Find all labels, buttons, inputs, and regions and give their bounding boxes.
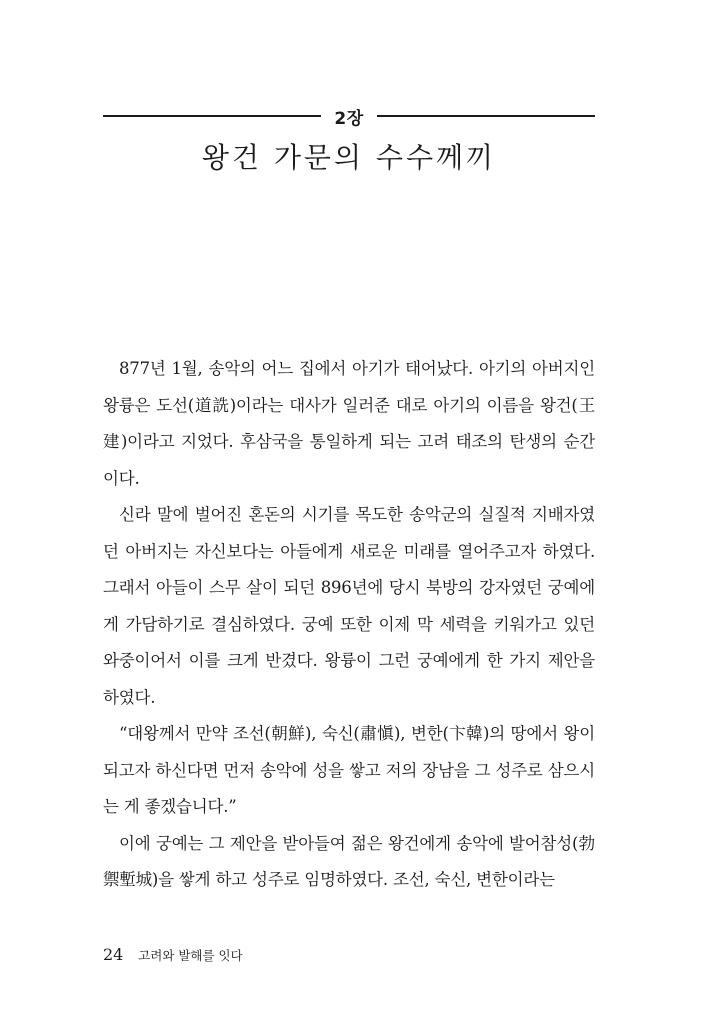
paragraph: “대왕께서 만약 조선(朝鮮), 숙신(肅愼), 변한(卞韓)의 땅에서 왕이 되고자 하신다면 먼저 송악에 성을 쌓고 저의 장남을 그 성주로 삼으시는 게 좋겠습니다.” bbox=[103, 724, 595, 816]
chapter-label: 2장 bbox=[334, 108, 364, 129]
paragraph: 877년 1월, 송악의 어느 집에서 아기가 태어났다. 아기의 아버지인 왕륭은 도선(道詵)이라는 대사가 일러준 대로 아기의 이름을 왕건(王建)이라고 지었다. 후삼국을 통일하게 되는 고려 태조의 탄생의 순간이다. bbox=[103, 359, 595, 488]
page-number: 24 bbox=[103, 945, 124, 964]
running-title: 고려와 발해를 잇다 bbox=[138, 948, 243, 963]
paragraph: 신라 말에 벌어진 혼돈의 시기를 목도한 송악군의 실질적 지배자였던 아버지는 자신보다는 아들에게 새로운 미래를 열어주고자 하였다. 그래서 아들이 스무 살이 되던 896년에 당시 북방의 강자였던 궁예에게 가담하기로 결심하였다. 궁예 또한 이제 막 세력을 키워가고 있던 와중이어서 이를 크게 반겼다. 왕륭이 그런 궁예에게 한 가지 제안을 하였다. bbox=[103, 505, 595, 707]
body-text bbox=[103, 351, 595, 899]
paragraph: 이에 궁예는 그 제안을 받아들여 젊은 왕건에게 송악에 발어참성(勃禦塹城)을 쌓게 하고 성주로 임명하였다. 조선, 숙신, 변한이라는 bbox=[103, 833, 595, 889]
chapter-header bbox=[103, 104, 595, 128]
page-footer bbox=[103, 944, 243, 967]
chapter-rule-left bbox=[103, 115, 321, 117]
chapter-title: 왕건 가문의 수수께끼 bbox=[201, 141, 497, 174]
chapter-rule-right bbox=[377, 115, 595, 117]
